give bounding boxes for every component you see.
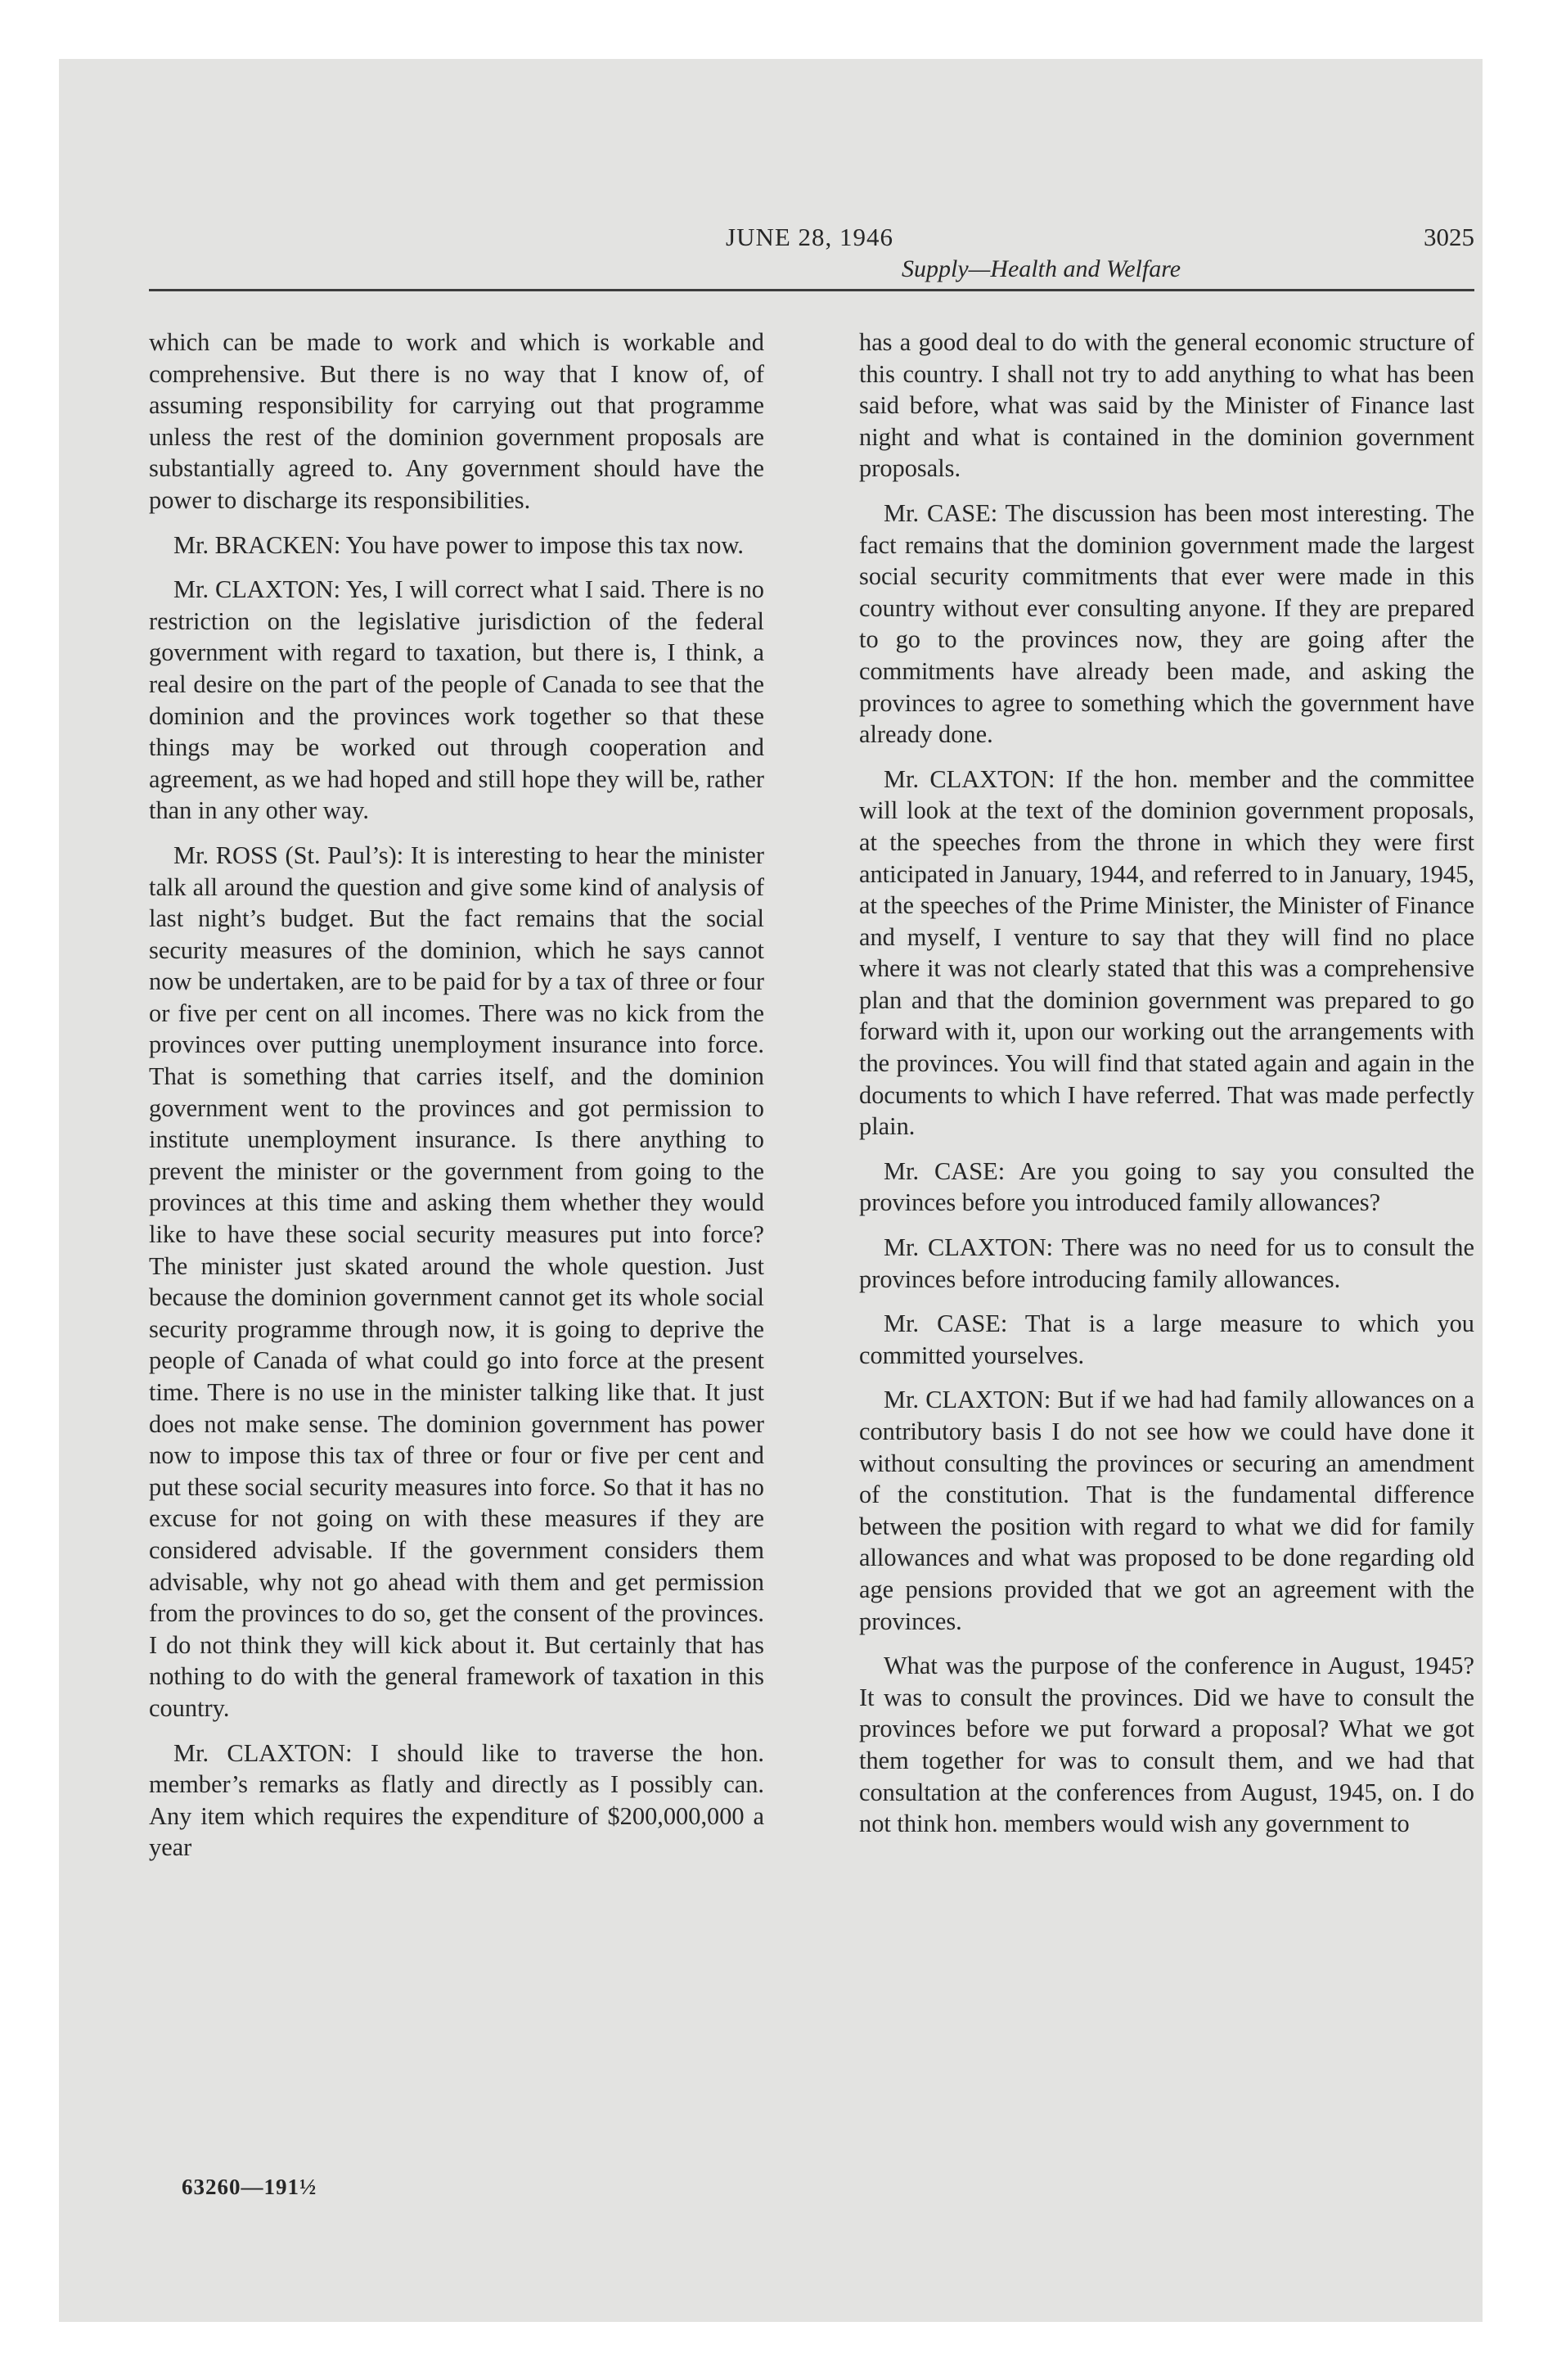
paragraph: Mr. CLAXTON: Yes, I will correct what I said. There is no restriction on the legislative jurisdiction of the federal government with regard to taxation, but there is, I think, a real desire on the part of the people of Canada to see that the dominion and the provinces work together so that these things may be worked out through cooperation and agreement, as we had hoped and still hope they will be, rather than in any other way. bbox=[149, 575, 764, 825]
paragraph: What was the purpose of the conference in August, 1945? It was to consult the provinces. Did we have to consult the provinces before we put forward a proposal? What we got them together for was to consult them, and we had that consultation at the conferences from August, 1945, on. I do not think hon. members would wish any government to bbox=[859, 1652, 1474, 1838]
paragraph: Mr. CASE: Are you going to say you consulted the provinces before you introduced family allowances? bbox=[859, 1156, 1474, 1217]
running-header bbox=[149, 223, 1474, 288]
paragraph: Mr. CLAXTON: There was no need for us to consult the provinces before introducing family allowances. bbox=[859, 1233, 1474, 1293]
paragraph: Mr. CASE: The discussion has been most interesting. The fact remains that the dominion government made the largest social security commitments that ever were made in this country without ever consulting anyone. If they are prepared to go to the provinces now, they are going after the commitments have already been made, and asking the provinces to agree to something which the government have already done. bbox=[859, 498, 1474, 749]
paragraph: Mr. ROSS (St. Paul’s): It is interesting to hear the minister talk all around the question and give some kind of analysis of last night’s budget. But the fact remains that the social security measures of the dominion, which he says cannot now be undertaken, are to be paid for by a tax of three or four or five per cent on all incomes. There was no kick from the provinces over putting unemployment insurance into force. That is something that carries itself, and the dominion government went to the provinces and got permission to institute unemployment insurance. Is there anything to prevent the minister or the government from going to the provinces at this time and asking them whether they would like to have these social security measures put into force? The minister just skated around the whole question. Just because the dominion government cannot get its whole social security programme through now, it is going to deprive the people of Canada of what could go into force at the present time. There is no use in the minister talking like that. It just does not make sense. The dominion government has power now to impose this tax of three or four or five per cent and put these social security measures into force. So that it has no excuse for not going on with these measures if they are considered advisable. If the government considers them advisable, why not go ahead with them and get permission from the provinces to do so, get the consent of the provinces. I do not think they will kick about it. But certainly that has nothing to do with the general framework of taxation in this country. bbox=[149, 841, 764, 1722]
paragraph: has a good deal to do with the general economic structure of this country. I shall not try to add anything to what has been said before, what was said by the Minister of Finance last night and what is contained in the dominion government proposals. bbox=[859, 328, 1474, 483]
printer-mark: 63260—191½ bbox=[182, 2175, 317, 2199]
header-subject: Supply—Health and Welfare bbox=[902, 255, 1181, 282]
paragraph: Mr. CLAXTON: If the hon. member and the committee will look at the text of the dominion government proposals, at the speeches from the throne in which they were first anticipated in January, 1944, and referred to in January, 1945, at the speeches of the Prime Minister, the Minister of Finance and myself, I venture to say that they will find no place where it was not clearly stated that this was a comprehensive plan and that the dominion government was prepared to go forward with it, upon our working out the arrangements with the provinces. You will find that stated again and again in the documents to which I have referred. That was made perfectly plain. bbox=[859, 764, 1474, 1141]
right-column bbox=[859, 327, 1474, 1853]
paragraph: which can be made to work and which is workable and comprehensive. But there is no way that I know of, of assuming responsibility for carrying out that programme unless the rest of the dominion government proposals are substantially agreed to. Any government should have the power to discharge its responsibilities. bbox=[149, 328, 764, 514]
left-column bbox=[149, 327, 764, 1877]
paragraph: Mr. CLAXTON: But if we had had family allowances on a contributory basis I do not see how we could have done it without consulting the provinces or securing an amendment of the constitution. That is the fundamental difference between the position with regard to what we did for family allowances and what was proposed to be done regarding old age pensions provided that we got an agreement with the provinces. bbox=[859, 1386, 1474, 1635]
paragraph: Mr. CLAXTON: I should like to traverse the hon. member’s remarks as flatly and directly as I possibly can. Any item which requires the expenditure of $200,000,000 a year bbox=[149, 1738, 764, 1862]
paragraph: Mr. CASE: That is a large measure to which you committed yourselves. bbox=[859, 1309, 1474, 1369]
page-number: 3025 bbox=[1424, 223, 1474, 251]
paragraph: Mr. BRACKEN: You have power to impose this tax now. bbox=[173, 530, 745, 559]
hansard-page bbox=[149, 153, 1474, 2281]
header-rule bbox=[149, 289, 1474, 291]
header-date: JUNE 28, 1946 bbox=[726, 223, 894, 251]
scanned-page bbox=[59, 59, 1483, 2322]
